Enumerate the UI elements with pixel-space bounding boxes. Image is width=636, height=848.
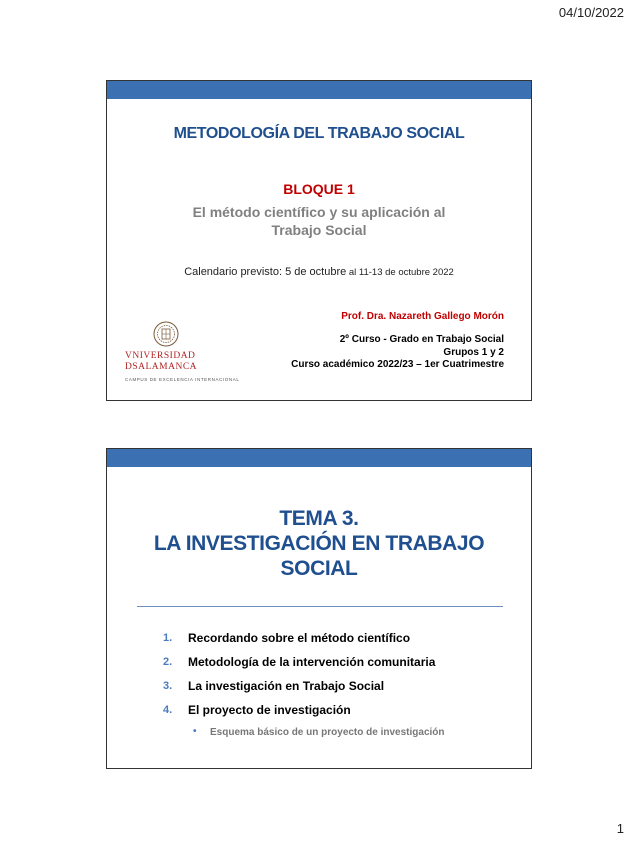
outline-item-number: 4. [163, 704, 173, 716]
outline-item-number: 2. [163, 656, 173, 668]
block-subtitle [147, 203, 491, 239]
university-seal-icon [152, 321, 180, 347]
logo-line-1: VNIVERSIDAD [125, 351, 196, 361]
topic-title [107, 506, 531, 581]
topic-outline [163, 631, 521, 745]
course-title: METODOLOGÍA DEL TRABAJO SOCIAL [173, 125, 465, 142]
outline-item-number: 3. [163, 680, 173, 692]
info-line-groups: Grupos 1 y 2 [443, 346, 504, 358]
logo-line-2: DSALAMANCA [125, 362, 198, 372]
topic-title-line-3: SOCIAL [280, 557, 358, 580]
page-date: 04/10/2022 [558, 5, 624, 20]
outline-item-text: Recordando sobre el método científico [188, 631, 411, 645]
subtitle-line-2: Trabajo Social [271, 222, 367, 238]
title-divider [137, 606, 503, 607]
outline-item [163, 679, 521, 703]
slide-2-header-bar [107, 449, 531, 467]
bullet-icon: • [193, 726, 197, 737]
outline-item [163, 655, 521, 679]
topic-title-line-2: LA INVESTIGACIÓN EN TRABAJO [153, 532, 485, 555]
outline-subitem-text: Esquema básico de un proyecto de investigación [210, 727, 445, 738]
outline-item-text: Metodología de la intervención comunitaria [188, 655, 436, 669]
info-line-course: 2º Curso - Grado en Trabajo Social [339, 334, 504, 345]
topic-title-line-1: TEMA 3. [279, 507, 359, 530]
outline-item [163, 703, 521, 727]
outline-item-text: El proyecto de investigación [188, 703, 351, 717]
slide-1-header-bar [107, 81, 531, 99]
outline-item-text: La investigación en Trabajo Social [188, 679, 385, 693]
calendar-note [107, 266, 531, 278]
outline-item [163, 631, 521, 655]
professor-name: Prof. Dra. Nazareth Gallego Morón [341, 311, 504, 322]
subtitle-line-1: El método científico y su aplicación al [192, 204, 446, 220]
outline-subitem [163, 727, 521, 745]
slide-1 [106, 80, 532, 401]
logo-caption: CAMPUS DE EXCELENCIA INTERNACIONAL [125, 377, 240, 382]
slide-2 [106, 448, 532, 769]
block-label: BLOQUE 1 [283, 181, 355, 197]
calendar-small: al 11-13 de octubre 2022 [346, 267, 454, 278]
course-info [291, 334, 504, 372]
outline-item-number: 1. [163, 632, 173, 644]
calendar-main: Calendario previsto: 5 de octubre [184, 266, 347, 278]
info-line-year: Curso académico 2022/23 – 1er Cuatrimestre [291, 359, 504, 370]
page-number: 1 [616, 821, 624, 836]
university-logo [125, 321, 245, 385]
